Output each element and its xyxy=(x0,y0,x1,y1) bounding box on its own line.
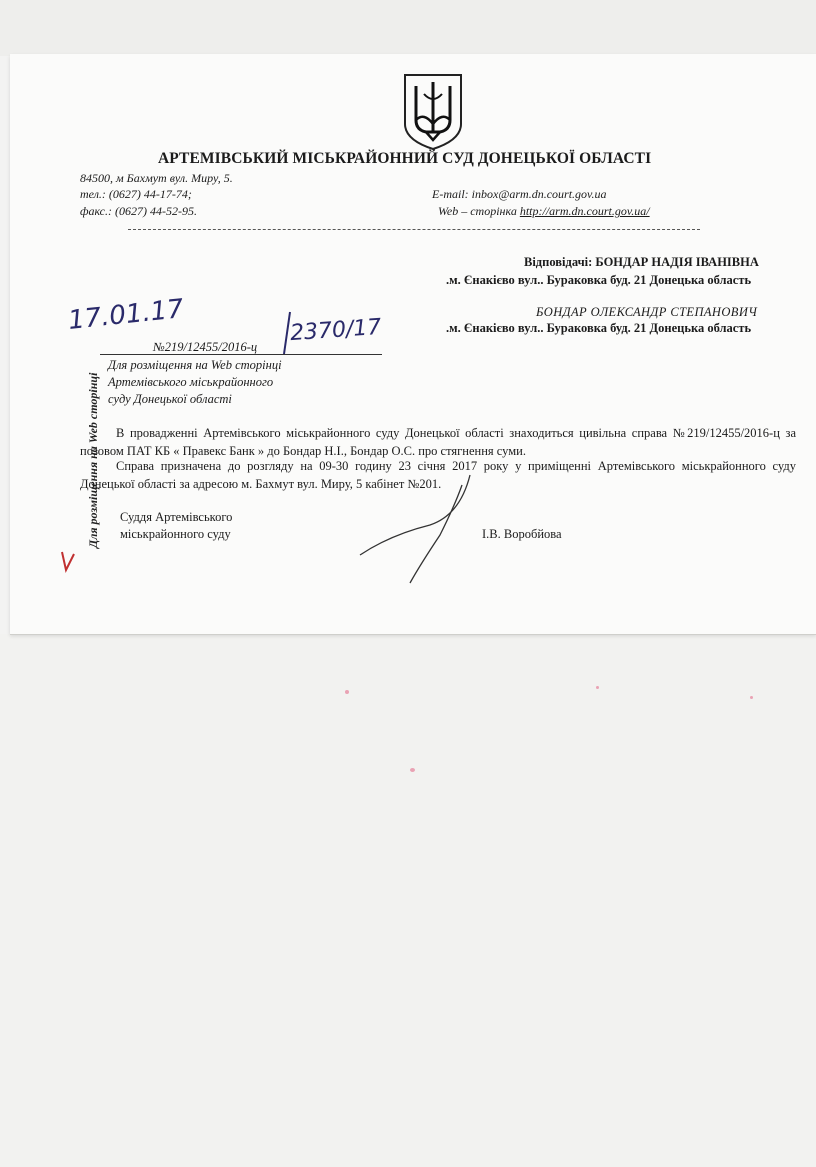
scan-lower-area xyxy=(0,634,816,1167)
court-fax: факс.: (0627) 44-52-95. xyxy=(80,204,197,218)
scan-speck xyxy=(410,768,415,772)
vertical-web-note: Для розміщення на Web сторінці xyxy=(86,372,100,548)
handwritten-signature xyxy=(350,465,490,590)
scan-speck xyxy=(596,686,599,689)
header-divider xyxy=(128,229,700,230)
trident-coat-of-arms-icon xyxy=(402,72,464,152)
scan-speck xyxy=(750,696,753,699)
respondent-1-full-name: БОНДАР НАДІЯ ІВАНІВНА xyxy=(595,255,759,269)
check-mark-icon xyxy=(58,548,78,574)
web-note-line-2: Артемівського міськрайонного xyxy=(108,375,274,389)
body-paragraph-1: В провадженні Артемівського міськрайонного суду Донецької області знаходиться цивільна справа №219/12455/2016-ц за позовом ПАТ КБ « Правекс Банк » до Бондар Н.І., Бондар О.С. про стягнення суми. xyxy=(80,426,796,458)
case-number: №219/12455/2016-ц xyxy=(153,340,258,354)
respondents-label: Відповідачі: xyxy=(524,255,596,269)
web-note-line-3: суду Донецької області xyxy=(108,392,232,406)
court-web xyxy=(438,204,650,219)
body-paragraph-2: Справа призначена до розгляду на 09-30 годину 23 січня 2017 року у приміщенні Артемівського міськрайонного суду Донецької області за адресою м. Бахмут вул. Миру, 5 кабінет №201. xyxy=(80,459,796,491)
judge-name: І.В. Воробйова xyxy=(482,527,562,541)
signature-title-line-2: міськрайонного суду xyxy=(120,527,231,541)
respondent-2-name: БОНДАР ОЛЕКСАНДР СТЕПАНОВИЧ xyxy=(536,305,758,319)
handwritten-registration-number: 2370/17 xyxy=(289,314,383,347)
court-web-prefix: Web – сторінка xyxy=(438,204,520,218)
web-note-line-1: Для розміщення на Web сторінці xyxy=(108,358,282,372)
respondent-2-address: .м. Єнакієво вул.. Бураковка буд. 21 Донецька область xyxy=(446,321,752,335)
scan-background xyxy=(0,0,816,56)
court-email: E-mail: inbox@arm.dn.court.gov.ua xyxy=(432,187,607,201)
respondent-1-name xyxy=(524,255,759,270)
court-title: АРТЕМІВСЬКИЙ МІСЬКРАЙОННИЙ СУД ДОНЕЦЬКОЇ ОБЛАСТІ xyxy=(158,150,652,167)
handwritten-date: 17.01.17 xyxy=(66,294,186,336)
respondent-1-address: .м. Єнакієво вул.. Бураковка буд. 21 Донецька область xyxy=(446,273,752,287)
court-web-link[interactable]: http://arm.dn.court.gov.ua/ xyxy=(519,204,650,218)
signature-title-line-1: Суддя Артемівського xyxy=(120,510,233,524)
court-phone: тел.: (0627) 44-17-74; xyxy=(80,187,192,201)
court-address: 84500, м Бахмут вул. Миру, 5. xyxy=(80,171,233,185)
handwritten-slash-mark xyxy=(282,310,292,356)
scan-speck xyxy=(345,690,349,694)
